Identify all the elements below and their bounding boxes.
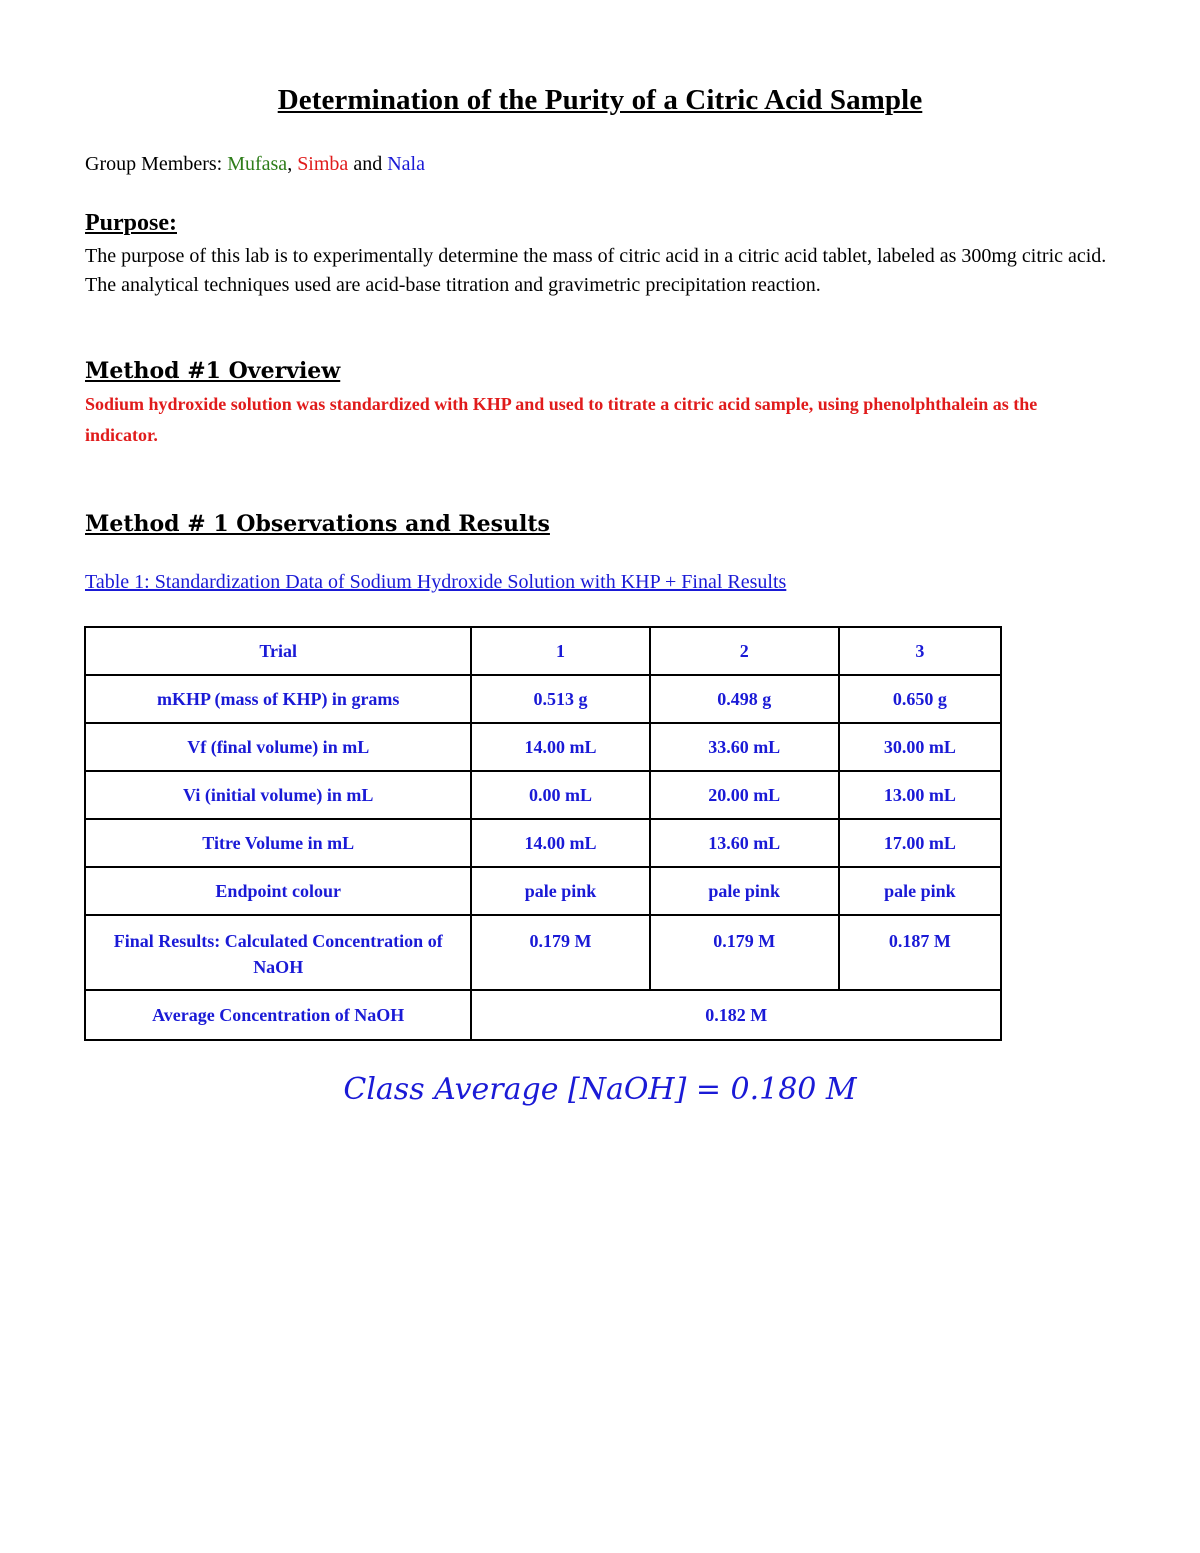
table-row [85, 771, 1001, 819]
group-separator-and: and [348, 153, 388, 175]
table-header-row [85, 627, 1001, 675]
table-cell: 17.00 mL [839, 819, 1001, 867]
table-cell: 33.60 mL [650, 723, 839, 771]
table-cell: Vi (initial volume) in mL [85, 771, 471, 819]
table-caption: Table 1: Standardization Data of Sodium Hydroxide Solution with KHP + Final Results [85, 571, 787, 593]
table-cell: 0.187 M [839, 915, 1001, 990]
group-members [85, 153, 425, 176]
table-cell: 13.00 mL [839, 771, 1001, 819]
table-cell: 0.650 g [839, 675, 1001, 723]
table-cell: 13.60 mL [650, 819, 839, 867]
table-cell: Vf (final volume) in mL [85, 723, 471, 771]
table-row [85, 915, 1001, 990]
group-separator: , [287, 153, 298, 175]
table-cell: pale pink [839, 867, 1001, 915]
observations-heading: Method # 1 Observations and Results [85, 511, 550, 537]
table-cell: 0.179 M [471, 915, 649, 990]
table-cell: 0.498 g [650, 675, 839, 723]
document-title: Determination of the Purity of a Citric Acid Sample [277, 84, 923, 116]
average-value-cell: 0.182 M [471, 990, 1001, 1040]
table-cell: 20.00 mL [650, 771, 839, 819]
table-cell: 0.179 M [650, 915, 839, 990]
table-header-cell: Trial [85, 627, 471, 675]
table-header-cell: 2 [650, 627, 839, 675]
table-cell: 30.00 mL [839, 723, 1001, 771]
table-cell: pale pink [471, 867, 649, 915]
class-average-formula: Class Average [NaOH] = 0.180 M [343, 1072, 857, 1107]
table-cell: 0.513 g [471, 675, 649, 723]
table-cell: pale pink [650, 867, 839, 915]
group-members-label: Group Members: [85, 153, 228, 175]
method1-overview-heading: Method #1 Overview [85, 358, 341, 384]
table-header-cell: 1 [471, 627, 649, 675]
table-cell: mKHP (mass of KHP) in grams [85, 675, 471, 723]
average-label-cell: Average Concentration of NaOH [85, 990, 471, 1040]
table-cell: 14.00 mL [471, 723, 649, 771]
table-row [85, 723, 1001, 771]
table-header-cell: 3 [839, 627, 1001, 675]
table-cell: Endpoint colour [85, 867, 471, 915]
table-cell: Titre Volume in mL [85, 819, 471, 867]
purpose-text: The purpose of this lab is to experimentally determine the mass of citric acid in a citric acid tablet, labeled as 300mg citric acid. The analytical techniques used are acid-base titration and gravimetric precipitation reaction. [85, 245, 1107, 296]
table-cell: Final Results: Calculated Concentration of NaOH [85, 915, 471, 990]
table-row [85, 675, 1001, 723]
method1-overview-text: Sodium hydroxide solution was standardized with KHP and used to titrate a citric acid sample, using phenolphthalein as the indicator. [85, 394, 1038, 445]
table-row [85, 867, 1001, 915]
purpose-heading: Purpose: [85, 210, 177, 236]
member-nala: Nala [387, 153, 425, 175]
table-average-row [85, 990, 1001, 1040]
table-cell: 0.00 mL [471, 771, 649, 819]
member-simba: Simba [297, 153, 349, 175]
table-row [85, 819, 1001, 867]
standardization-table [84, 626, 1002, 1041]
member-mufasa: Mufasa [227, 153, 288, 175]
table-cell: 14.00 mL [471, 819, 649, 867]
